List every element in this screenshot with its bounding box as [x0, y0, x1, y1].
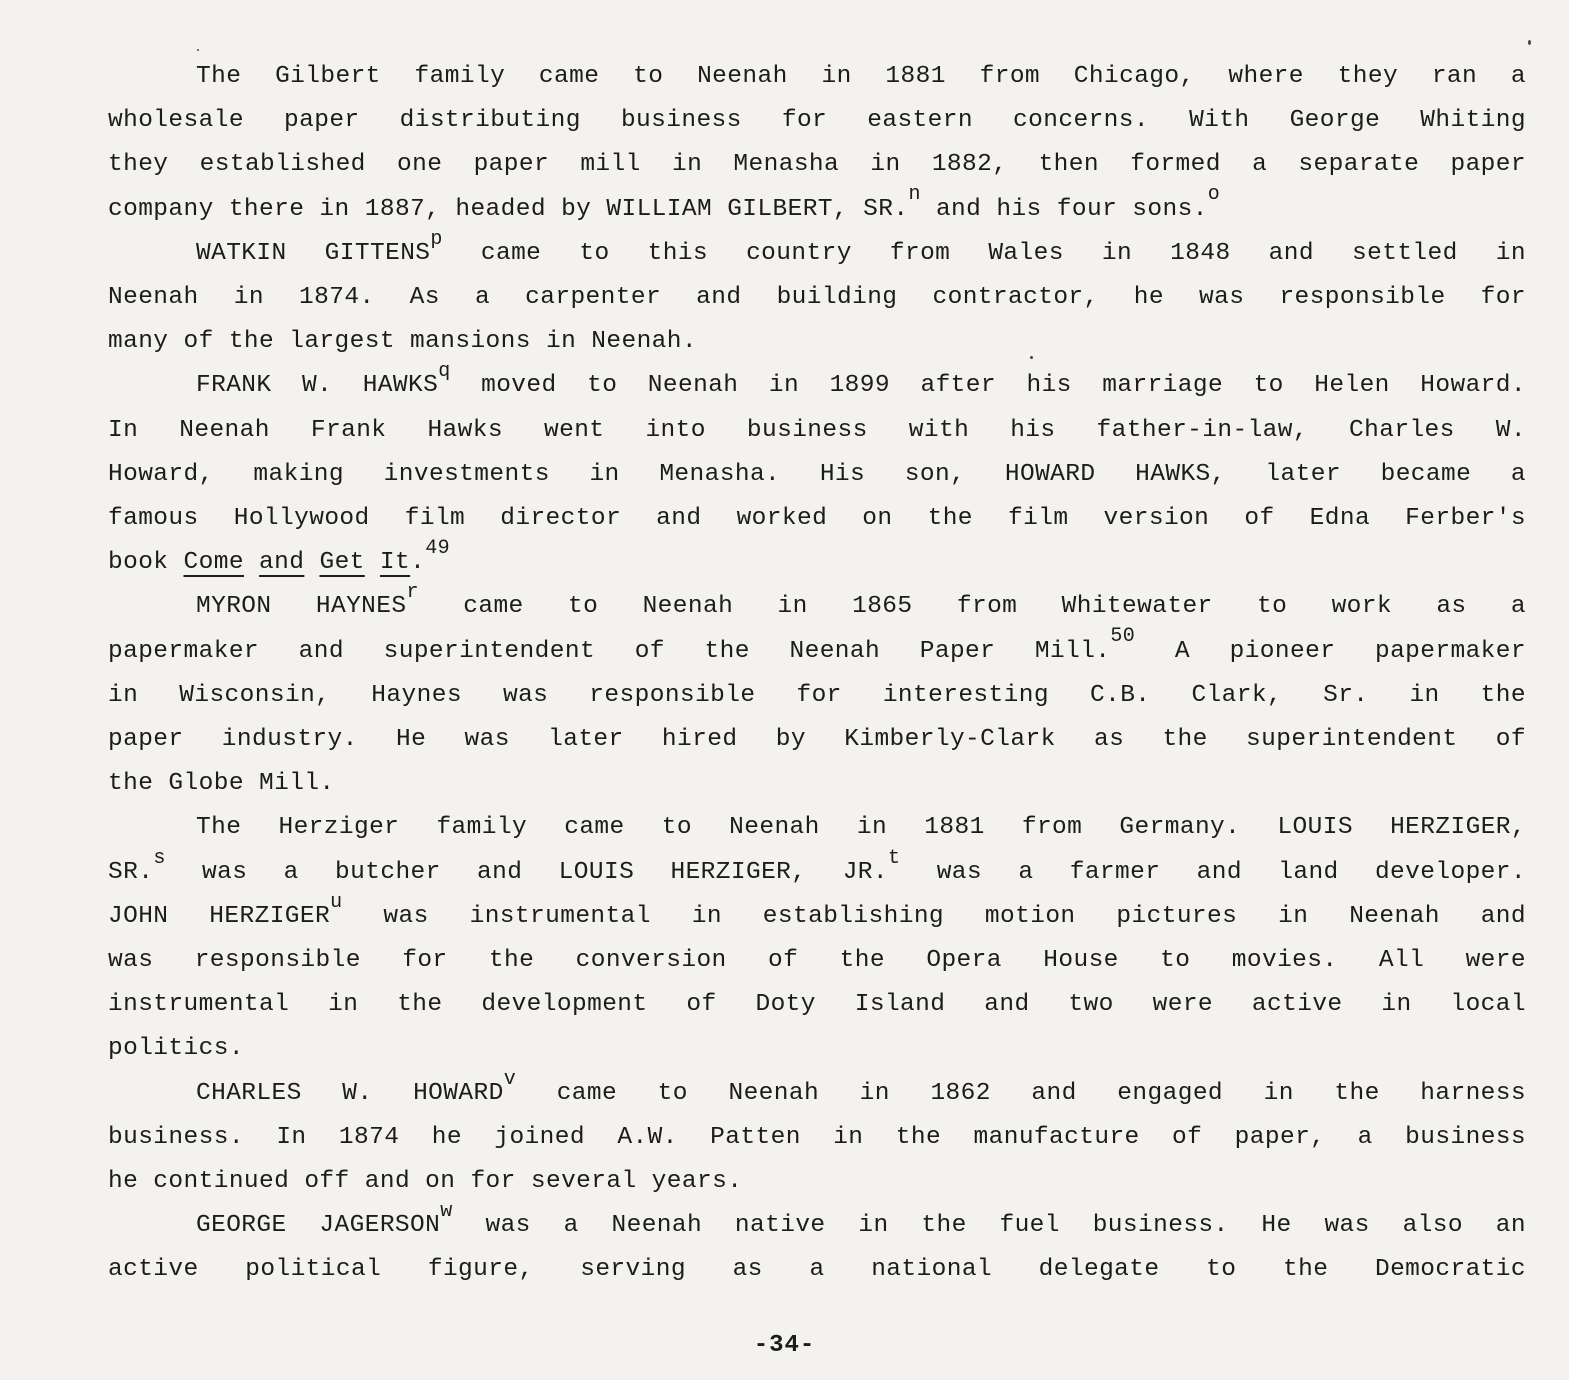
footnote-marker: n: [908, 183, 921, 207]
text-run: famous Hollywood film director and worked on the film version of Edna Ferber's: [108, 505, 1526, 533]
scan-speck: [1030, 356, 1033, 359]
text-line: [108, 99, 1526, 143]
text-run: WATKIN GITTENS: [196, 239, 431, 267]
body-text: [108, 55, 1526, 1293]
footnote-marker: p: [430, 227, 443, 251]
text-line: [108, 143, 1526, 187]
text-line: [108, 537, 1526, 585]
text-run: business. In 1874 he joined A.W. Patten in the manufacture of paper, a business: [108, 1123, 1526, 1151]
text-line: [108, 320, 1526, 364]
footnote-marker: t: [888, 846, 901, 870]
text-run: book: [108, 549, 184, 577]
footnote-marker: s: [153, 846, 166, 870]
text-run: In Neenah Frank Hawks went into business with his father-in-law, Charles W.: [108, 416, 1526, 444]
text-line: [108, 183, 1526, 232]
text-run: A pioneer papermaker: [1135, 637, 1526, 665]
text-run: .: [410, 549, 426, 577]
text-line: [108, 939, 1526, 983]
footnote-marker: q: [438, 360, 451, 384]
text-run: in Wisconsin, Haynes was responsible for interesting C.B. Clark, Sr. in the: [108, 681, 1526, 709]
text-run: came to Neenah in 1865 from Whitewater to work as a: [418, 593, 1526, 621]
page-number: -34-: [753, 1332, 816, 1359]
underlined-title-word: Get: [319, 549, 365, 577]
text-run: was instrumental in establishing motion pictures in Neenah and: [342, 902, 1526, 930]
paragraph: [108, 1067, 1526, 1205]
text-line: [108, 1200, 1526, 1248]
text-run: the Globe Mill.: [108, 770, 335, 798]
text-run: The Gilbert family came to Neenah in 1881 from Chicago, where they ran a: [196, 63, 1526, 90]
text-line: [108, 846, 1526, 895]
text-run: many of the largest mansions in Neenah.: [108, 328, 697, 356]
text-line: [108, 890, 1526, 939]
text-line: [108, 806, 1526, 850]
paragraph: [108, 55, 1526, 232]
text-run: he continued off and on for several years.: [108, 1168, 743, 1196]
text-run: GEORGE JAGERSON: [196, 1212, 441, 1240]
text-run: paper industry. He was later hired by Kimberly-Clark as the superintendent of: [108, 726, 1526, 754]
footnote-marker: 50: [1110, 625, 1136, 649]
text-run: was a farmer and land developer.: [900, 858, 1526, 886]
text-run: instrumental in the development of Doty Island and two were active in local: [108, 991, 1526, 1019]
text-run: JOHN HERZIGER: [108, 902, 331, 930]
text-line: [108, 453, 1526, 497]
underlined-title-word: It: [379, 549, 411, 577]
text-line: [108, 1248, 1526, 1292]
footnote-marker: 49: [425, 537, 451, 561]
scan-speck: [1528, 40, 1531, 45]
text-line: [108, 360, 1526, 408]
scan-speck: [197, 49, 199, 51]
text-line: [108, 1067, 1526, 1116]
text-line: [108, 762, 1526, 806]
footnote-marker: w: [440, 1200, 453, 1224]
text-run: company there in 1887, headed by WILLIAM GILBERT, SR.: [108, 195, 909, 223]
footnote-marker: u: [330, 890, 343, 914]
text-run: CHARLES W. HOWARD: [196, 1079, 504, 1107]
text-run: wholesale paper distributing business for eastern concerns. With George Whiting: [108, 107, 1526, 135]
underlined-title-word: and: [259, 549, 305, 577]
text-run: and his four sons.: [920, 195, 1208, 223]
footnote-marker: o: [1207, 183, 1221, 207]
text-line: [108, 497, 1526, 541]
footnote-marker: v: [503, 1067, 517, 1091]
text-run: came to this country from Wales in 1848 and settled in: [442, 239, 1526, 267]
text-line: [108, 718, 1526, 762]
underlined-title-word: Come: [183, 549, 244, 577]
text-line: [108, 227, 1526, 276]
text-run: [304, 549, 319, 576]
footnote-marker: r: [406, 581, 419, 605]
text-line: [108, 1160, 1526, 1204]
text-run: was responsible for the conversion of the Opera House to movies. All were: [108, 947, 1526, 975]
text-line: [108, 674, 1526, 718]
text-line: [108, 55, 1526, 99]
paragraph: [108, 360, 1526, 585]
text-run: Neenah in 1874. As a carpenter and building contractor, he was responsible for: [108, 284, 1526, 312]
text-line: [108, 581, 1526, 629]
text-run: Howard, making investments in Menasha. His son, HOWARD HAWKS, later became a: [108, 460, 1526, 488]
text-run: came to Neenah in 1862 and engaged in the harness: [516, 1079, 1526, 1107]
text-run: was a butcher and LOUIS HERZIGER, JR.: [165, 858, 888, 886]
text-run: MYRON HAYNES: [196, 593, 407, 621]
text-run: moved to Neenah in 1899 after his marriage to Helen Howard.: [450, 372, 1526, 400]
text-run: [365, 549, 380, 576]
paragraph: [108, 1200, 1526, 1292]
text-run: SR.: [108, 858, 154, 886]
text-line: [108, 1116, 1526, 1160]
paragraph: [108, 227, 1526, 365]
text-line: [108, 409, 1526, 453]
text-run: they established one paper mill in Menasha in 1882, then formed a separate paper: [108, 151, 1526, 179]
text-line: [108, 276, 1526, 320]
paragraph: [108, 806, 1526, 1071]
paragraph: [108, 581, 1526, 806]
text-line: [108, 983, 1526, 1027]
text-run: The Herziger family came to Neenah in 1881 from Germany. LOUIS HERZIGER,: [196, 814, 1526, 842]
text-run: papermaker and superintendent of the Neenah Paper Mill.: [108, 637, 1111, 665]
text-run: active political figure, serving as a national delegate to the Democratic: [108, 1256, 1526, 1284]
text-run: was a Neenah native in the fuel business. He was also an: [452, 1212, 1526, 1240]
text-run: FRANK W. HAWKS: [196, 372, 439, 400]
text-line: [108, 1027, 1526, 1071]
text-line: [108, 625, 1526, 674]
text-run: politics.: [108, 1035, 244, 1063]
text-run: [244, 549, 259, 576]
